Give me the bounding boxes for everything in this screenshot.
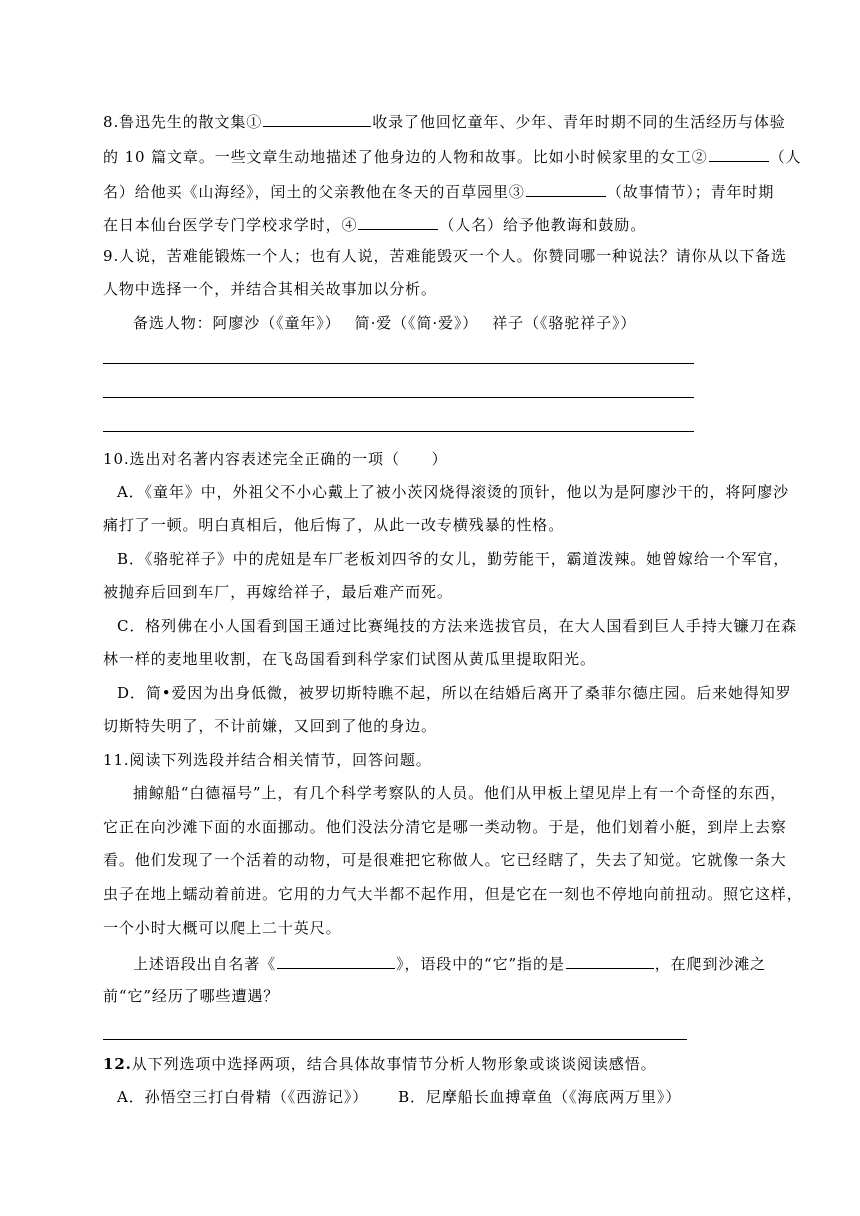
answer-line[interactable] [103,431,694,432]
q11-passage: 捕鲸船“白德福号”上，有几个科学考察队的人员。他们从甲板上望见岸上有一个奇怪的东西， [133,784,787,802]
q11-question [133,952,766,974]
q11-passage: 它正在向沙滩下面的水面挪动。他们没法分清它是哪一类动物。于是，他们划着小艇，到岸上去察 [103,818,787,836]
q8-text: 在日本仙台医学专门学校求学时，④ [103,216,358,234]
q12-stem [103,1054,657,1074]
q9-candidates: 备选人物：阿廖沙（《童年》） 简·爱（《简·爱》） 祥子（《骆驼祥子》） [133,314,637,332]
answer-blank-3[interactable] [526,180,606,197]
q10-stem: 10.选出对名著内容表述完全正确的一项（ ） [103,450,448,468]
q8-text: 名）给他买《山海经》，闰土的父亲教他在冬天的百草园里③ [103,183,525,201]
q11-text: ，在爬到沙滩之 [654,955,767,973]
q8-text: （故事情节）；青年时期 [606,183,775,201]
answer-line[interactable] [103,397,694,398]
q10-option-c-cont: 林一样的麦地里收割，在飞岛国看到科学家们试图从黄瓜里提取阳光。 [103,650,596,668]
answer-line[interactable] [103,363,694,364]
q8-line-4 [103,213,646,235]
q11-passage: 虫子在地上蠕动着前进。它用的力气大半都不起作用，但是它在一刻也不停地向前扭动。照它这样， [103,885,803,903]
q11-text: 》，语段中的“它”指的是 [396,955,565,973]
answer-line[interactable] [103,1039,687,1040]
q8-line-2 [103,145,801,167]
q9-line-1: 9.人说，苦难能锻炼一个人；也有人说，苦难能毁灭一个人。你赞同哪一种说法？请你从以下备选 [103,247,787,265]
q10-option-d: D．简•爱因为出身低微，被罗切斯特瞧不起，所以在结婚后离开了桑菲尔德庄园。后来她得知罗 [117,684,792,702]
q11-question-cont: 前“它”经历了哪些遭遇？ [103,987,280,1005]
q10-option-b: B．《骆驼祥子》中的虎妞是车厂老板刘四爷的女儿，勤劳能干，霸道泼辣。她曾嫁给一个军官， [117,550,790,568]
answer-blank-4[interactable] [358,213,438,230]
q8-text: （人名）给予他教诲和鼓励。 [439,216,647,234]
q8-text: 的 10 篇文章。一些文章生动地描述了他身边的人物和故事。比如小时候家里的女工② [103,148,708,166]
q8-line-1 [103,110,786,132]
answer-blank-book[interactable] [277,952,395,969]
q10-option-c: C．格列佛在小人国看到国王通过比赛绳技的方法来选拔官员，在大人国看到巨人手持大镰刀在森 [117,617,798,635]
q10-option-d-cont: 切斯特失明了，不计前嫌，又回到了他的身边。 [103,717,437,735]
q11-passage: 看。他们发现了一个活着的动物，可是很难把它称做人。它已经瞎了，失去了知觉。它就像一条大 [103,851,787,869]
q12-text: 从下列选项中选择两项，结合具体故事情节分析人物形象或谈谈阅读感悟。 [131,1055,657,1073]
q11-passage: 一个小时大概可以爬上二十英尺。 [103,919,342,937]
q11-text: 上述语段出自名著《 [133,955,277,973]
q12-options: A．孙悟空三打白骨精（《西游记》） B．尼摩船长血搏章鱼（《海底两万里》） [117,1088,682,1106]
q12-number: 12. [103,1055,132,1073]
q10-option-b-cont: 被抛弃后回到车厂，再嫁给祥子，最后难产而死。 [103,583,453,601]
q8-text: （人 [769,148,802,166]
q11-stem: 11.阅读下列选段并结合相关情节，回答问题。 [103,751,432,769]
answer-blank-1[interactable] [263,110,371,127]
q8-text: 8.鲁迅先生的散文集① [103,113,263,131]
q9-line-2: 人物中选择一个，并结合其相关故事加以分析。 [103,280,437,298]
q10-option-a: A．《童年》中，外祖父不小心戴上了被小茨冈烧得滚烫的顶针，他以为是阿廖沙干的，将阿廖沙 [117,483,790,501]
q10-option-a-cont: 痛打了一顿。明白真相后，他后悔了，从此一改专横残暴的性格。 [103,516,565,534]
q8-text: 收录了他回忆童年、少年、青年时期不同的生活经历与体验 [372,113,786,131]
q8-line-3 [103,180,774,202]
answer-blank-it[interactable] [566,952,654,969]
answer-blank-2[interactable] [709,145,769,162]
